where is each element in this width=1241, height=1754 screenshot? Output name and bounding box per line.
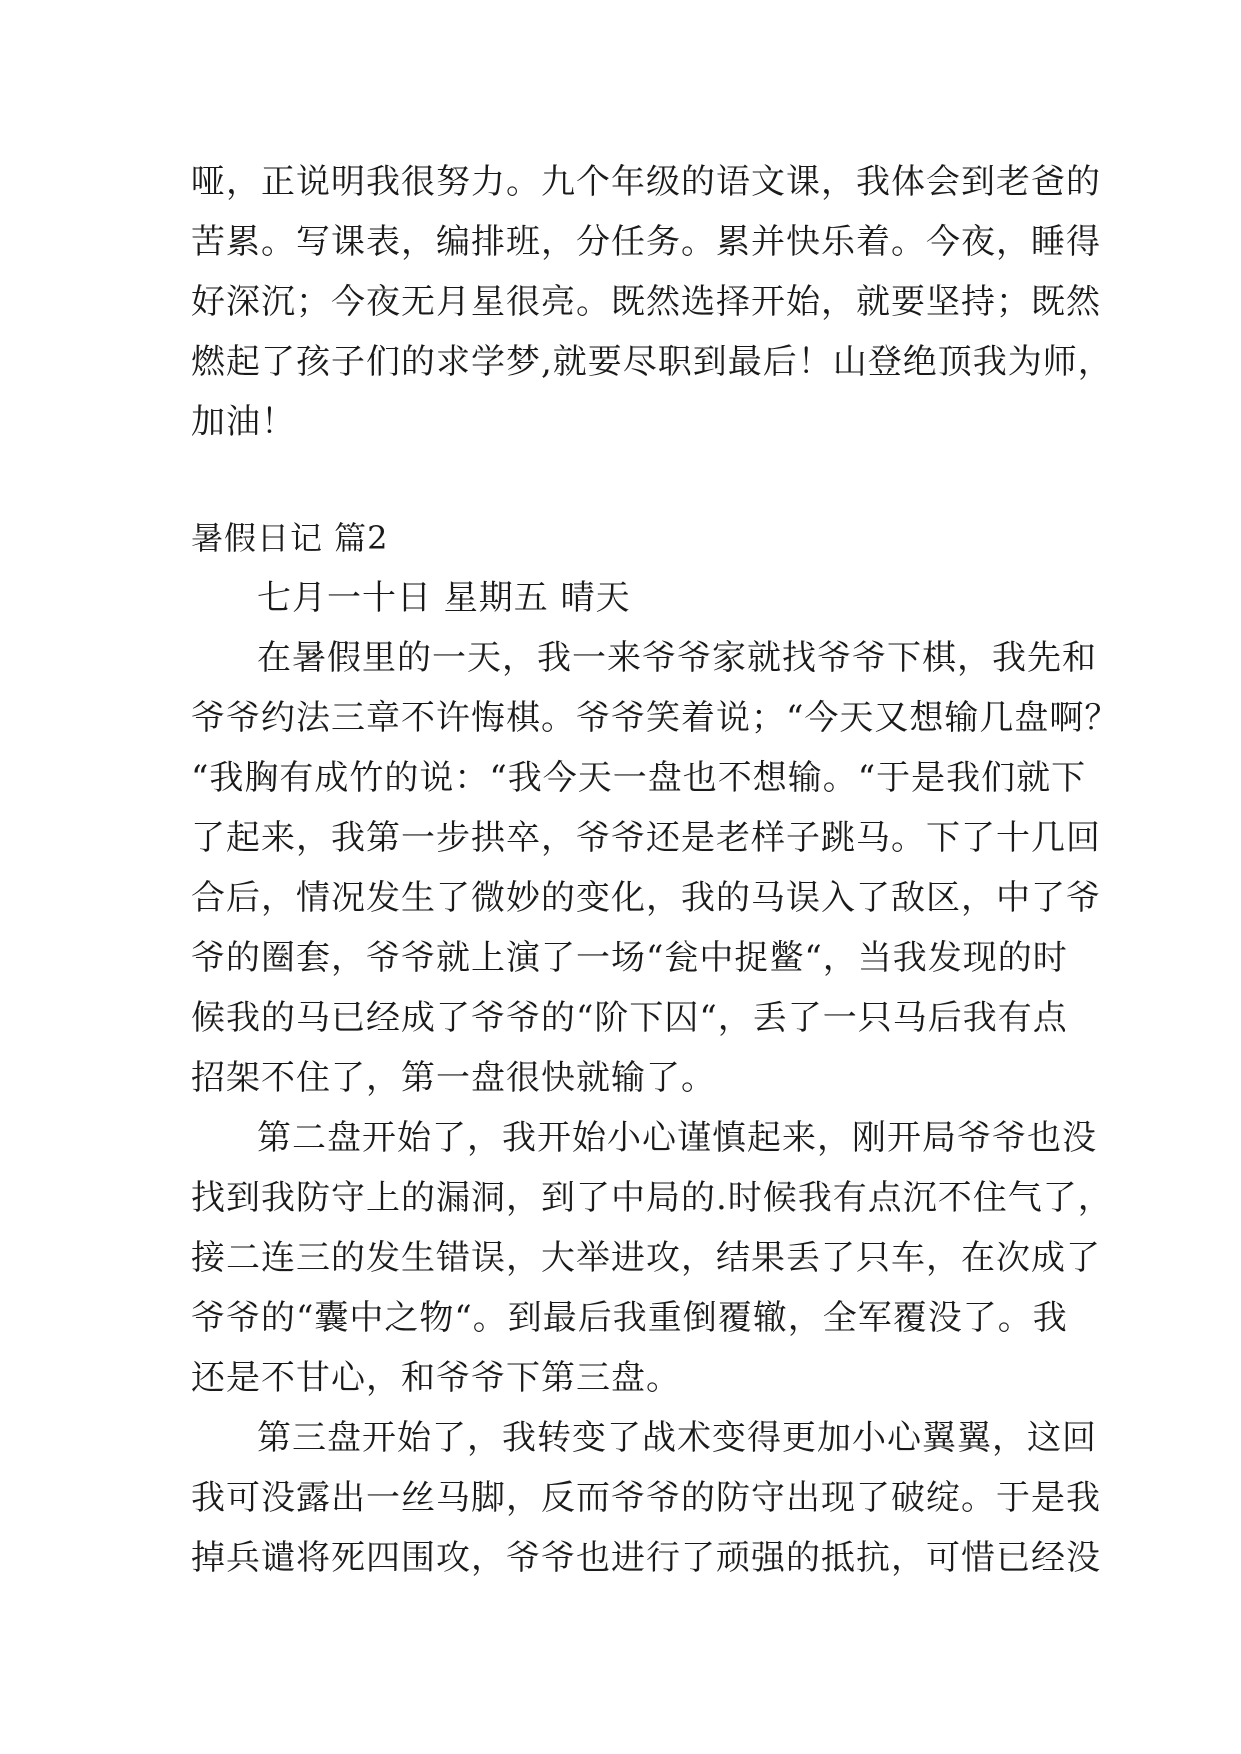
text-line: 爷的圈套，爷爷就上演了一场“瓮中捉鳖“，当我发现的时 — [191, 938, 1068, 978]
text-line: 爷爷的“囊中之物“。到最后我重倒覆辙，全军覆没了。我 — [191, 1298, 1068, 1338]
text-line: “我胸有成竹的说：“我今天一盘也不想输。“于是我们就下 — [191, 758, 1087, 798]
text-line: 找到我防守上的漏洞，到了中局的.时候我有点沉不住气了， — [191, 1178, 1113, 1218]
text-line: 第二盘开始了，我开始小心谨慎起来，刚开局爷爷也没 — [257, 1118, 1097, 1158]
text-line: 候我的马已经成了爷爷的“阶下囚“，丢了一只马后我有点 — [191, 998, 1068, 1038]
text-line: 在暑假里的一天，我一来爷爷家就找爷爷下棋，我先和 — [257, 638, 1097, 678]
text-line: 好深沉；今夜无月星很亮。既然选择开始，就要坚持；既然 — [191, 282, 1101, 322]
date-line: 七月一十日 星期五 晴天 — [257, 578, 631, 618]
text-line: 苦累。写课表，编排班，分任务。累并快乐着。今夜，睡得 — [191, 222, 1101, 262]
text-line: 合后，情况发生了微妙的变化，我的马误入了敌区，中了爷 — [191, 878, 1101, 918]
text-line: 加油！ — [191, 402, 296, 442]
text-line: 接二连三的发生错误，大举进攻，结果丢了只车，在次成了 — [191, 1238, 1101, 1278]
text-line: 燃起了孩子们的求学梦,就要尽职到最后！山登绝顶我为师， — [191, 342, 1113, 382]
text-line: 哑，正说明我很努力。九个年级的语文课，我体会到老爸的 — [191, 162, 1101, 202]
text-line: 爷爷约法三章不许悔棋。爷爷笑着说；“今天又想输几盘啊？ — [191, 698, 1120, 738]
section-heading: 暑假日记 篇2 — [191, 519, 389, 557]
text-line: 了起来，我第一步拱卒，爷爷还是老样子跳马。下了十几回 — [191, 818, 1101, 858]
text-line: 第三盘开始了，我转变了战术变得更加小心翼翼，这回 — [257, 1418, 1097, 1458]
text-line: 掉兵谴将死四围攻，爷爷也进行了顽强的抵抗，可惜已经没 — [191, 1538, 1101, 1578]
text-line: 招架不住了，第一盘很快就输了。 — [191, 1058, 716, 1098]
text-line: 我可没露出一丝马脚，反而爷爷的防守出现了破绽。于是我 — [191, 1478, 1101, 1518]
text-line: 还是不甘心，和爷爷下第三盘。 — [191, 1358, 681, 1398]
